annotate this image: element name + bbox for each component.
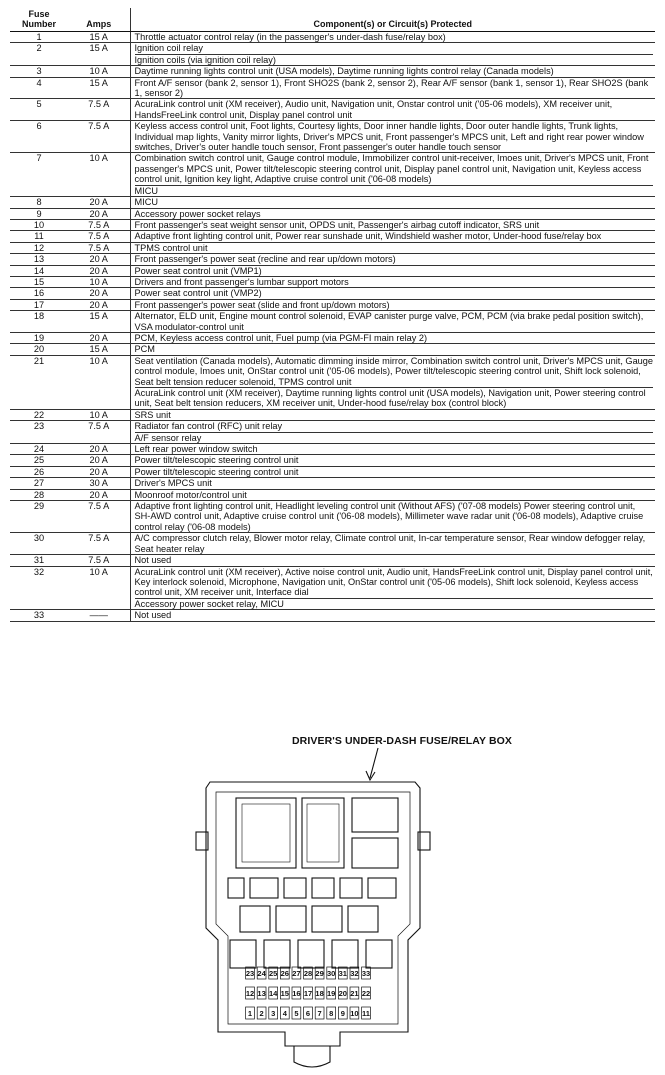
relay — [298, 940, 324, 968]
table-row — [10, 219, 655, 230]
table-row — [10, 455, 655, 466]
table-row — [10, 444, 655, 455]
fuse-number-cell: 20 — [10, 344, 68, 355]
table-row — [10, 332, 655, 343]
fuse-slot — [280, 967, 289, 979]
fuse-number-cell: 10 — [10, 219, 68, 230]
connector — [228, 878, 244, 898]
connector — [284, 878, 306, 898]
amps-cell: 20 A — [68, 265, 130, 276]
amps-cell: 15 A — [68, 344, 130, 355]
amps-cell: 10 A — [68, 153, 130, 197]
fuse-number-cell: 26 — [10, 466, 68, 477]
component-line: PCM — [134, 344, 155, 355]
fuse-slot-number: 6 — [305, 1009, 311, 1018]
relay — [352, 798, 398, 832]
fuse-slot-number: 11 — [362, 1009, 370, 1018]
table-row — [10, 99, 655, 121]
fuse-slot-number: 7 — [317, 1009, 322, 1018]
components-cell — [130, 276, 655, 287]
table-row — [10, 344, 655, 355]
amps-cell: 7.5 A — [68, 219, 130, 230]
fuse-slot-grid — [246, 967, 371, 1019]
components-cell — [130, 77, 655, 99]
fuse-slot-number: 8 — [329, 1009, 334, 1018]
fuse-slot-number: 32 — [350, 969, 359, 978]
component-line: Power tilt/telescopic steering control unit — [134, 455, 299, 466]
mount-hook — [294, 1046, 330, 1067]
fuse-number-header: Fuse Number — [10, 8, 68, 32]
table-row — [10, 478, 655, 489]
fuse-slot-number: 28 — [303, 969, 313, 978]
fuse-slot-number: 12 — [245, 989, 255, 998]
components-cell — [130, 610, 655, 621]
components-cell — [130, 355, 655, 409]
fuse-slot — [338, 1007, 347, 1019]
components-cell — [130, 254, 655, 265]
fuse-slot — [257, 1007, 266, 1019]
relay — [230, 940, 256, 968]
fuse-table — [10, 8, 655, 622]
amps-cell: 20 A — [68, 444, 130, 455]
amps-cell: 7.5 A — [68, 121, 130, 153]
components-cell — [130, 43, 655, 66]
amps-cell: 7.5 A — [68, 231, 130, 242]
fuse-slot-number: 10 — [350, 1009, 359, 1018]
amps-cell: 7.5 A — [68, 533, 130, 555]
amps-cell: 20 A — [68, 332, 130, 343]
fuse-number-cell: 33 — [10, 610, 68, 621]
amps-cell: 20 A — [68, 466, 130, 477]
amps-cell: 20 A — [68, 197, 130, 208]
fuse-number-cell: 5 — [10, 99, 68, 121]
fuse-number-cell: 19 — [10, 332, 68, 343]
table-row — [10, 555, 655, 566]
fuse-number-cell: 3 — [10, 66, 68, 77]
table-row — [10, 466, 655, 477]
fuse-slot-number: 3 — [271, 1009, 276, 1018]
components-cell — [130, 421, 655, 444]
component-line: Left rear power window switch — [134, 444, 258, 455]
fuse-slot-number: 2 — [259, 1009, 264, 1018]
fuse-number-cell: 29 — [10, 501, 68, 533]
fuse-box-outline — [206, 782, 420, 1046]
component-line: Alternator, ELD unit, Engine mount control solenoid, EVAP canister purge valve, PCM, PCM (via brake pedal position switch), VSA modulator-control unit — [134, 311, 644, 332]
fuse-slot-number: 13 — [257, 989, 266, 998]
fuse-slot-number: 18 — [315, 989, 324, 998]
fuse-slot-number: 31 — [338, 969, 347, 978]
fuse-slot-number: 27 — [292, 969, 301, 978]
table-row — [10, 208, 655, 219]
fuse-slot — [280, 987, 289, 999]
fuse-slot-number: 25 — [269, 969, 278, 978]
fuse-number-cell: 32 — [10, 566, 68, 610]
fuse-number-cell: 4 — [10, 77, 68, 99]
fuse-slot — [350, 967, 359, 979]
amps-cell: 10 A — [68, 355, 130, 409]
fuse-slot-number: 17 — [303, 989, 313, 998]
amps-cell: 20 A — [68, 254, 130, 265]
component-line: Combination switch control unit, Gauge control module, Immobilizer control unit-receiver, Imoes unit, Driver's MPCS unit, Front passenger's MPCS unit, Power tilt/telescopic steering control unit, Display panel control unit, Navigation unit, Keyless access control unit, Ignition key light, Adaptive cruise control unit ('06-08 models) — [134, 153, 649, 185]
relay — [366, 940, 392, 968]
fuse-slot-number: 33 — [361, 969, 371, 978]
fuse-box-diagram — [190, 740, 435, 1070]
components-cell — [130, 455, 655, 466]
components-cell — [130, 501, 655, 533]
fuse-slot — [304, 987, 313, 999]
fuse-slot-number: 20 — [338, 989, 347, 998]
components-header: Component(s) or Circuit(s) Protected — [130, 8, 655, 32]
component-line: Accessory power socket relays — [134, 208, 261, 219]
component-line: Power seat control unit (VMP2) — [134, 288, 262, 299]
fuse-slot-number: 26 — [280, 969, 289, 978]
component-line: Ignition coils (via ignition coil relay) — [135, 54, 654, 65]
components-cell — [130, 332, 655, 343]
fuse-number-cell: 12 — [10, 242, 68, 253]
fuse-slot — [304, 967, 313, 979]
components-cell — [130, 231, 655, 242]
fuse-number-cell: 18 — [10, 311, 68, 333]
fuse-number-cell: 13 — [10, 254, 68, 265]
table-row — [10, 254, 655, 265]
fuse-number-cell: 9 — [10, 208, 68, 219]
amps-cell: 7.5 A — [68, 242, 130, 253]
relay — [236, 798, 296, 868]
amps-cell: 30 A — [68, 478, 130, 489]
fuse-number-cell: 21 — [10, 355, 68, 409]
component-line: Keyless access control unit, Foot lights, Courtesy lights, Door inner handle lights, Door outer handle lights, Trunk lights, Individual map lights, Vanity mirror lights, Driver's MPCS unit, Front passenger's MPCS unit, Left and right rear power window switches, Driver's outer handle touch sensor, Front passenger's outer handle touch sensor — [134, 121, 644, 153]
fuse-number-cell: 6 — [10, 121, 68, 153]
fuse-slot — [315, 967, 324, 979]
amps-cell: 20 A — [68, 208, 130, 219]
table-row — [10, 77, 655, 99]
connector — [250, 878, 278, 898]
fuse-slot-number: 16 — [292, 989, 301, 998]
table-row — [10, 288, 655, 299]
connector — [340, 878, 362, 898]
amps-cell: 20 A — [68, 299, 130, 310]
fuse-box-caption: DRIVER'S UNDER-DASH FUSE/RELAY BOX — [292, 735, 513, 747]
fuse-slot-number: 5 — [294, 1009, 299, 1018]
fuse-slot-number: 23 — [245, 969, 255, 978]
component-line: Daytime running lights control unit (USA models), Daytime running lights control relay (Canada models) — [134, 66, 554, 77]
fuse-slot-number: 21 — [350, 989, 359, 998]
fuse-number-cell: 14 — [10, 265, 68, 276]
table-row — [10, 121, 655, 153]
fuse-slot-number: 29 — [315, 969, 324, 978]
fuse-slot — [269, 967, 278, 979]
components-cell — [130, 489, 655, 500]
fuse-slot — [327, 987, 336, 999]
fuse-slot-number: 4 — [282, 1009, 287, 1018]
component-line: AcuraLink control unit (XM receiver), Audio unit, Navigation unit, Onstar control unit ('05-06 models), XM receiver unit, HandsFreeLink control unit, Display panel control unit — [134, 99, 613, 120]
amps-cell: 7.5 A — [68, 421, 130, 444]
fuse-number-cell: 28 — [10, 489, 68, 500]
component-line: PCM, Keyless access control unit, Fuel pump (via PGM-FI main relay 2) — [134, 332, 428, 343]
fuse-slot-number: 1 — [247, 1009, 253, 1018]
fuse-table-body — [10, 32, 655, 622]
component-line: SRS unit — [134, 409, 171, 420]
components-cell — [130, 288, 655, 299]
table-row — [10, 355, 655, 409]
table-row — [10, 566, 655, 610]
component-line: AcuraLink control unit (XM receiver), Active noise control unit, Audio unit, HandsFreeLink control unit, Display panel control unit, Key interlock solenoid, Microphone, Navigation unit, OnStar control unit ('05-06 models), Shift lock solenoid, Keyless access control unit, XM receiver unit, Interface dial — [134, 566, 653, 598]
component-line: Front passenger's power seat (slide and front up/down motors) — [134, 299, 390, 310]
fuse-slot — [338, 987, 347, 999]
component-line: Front passenger's seat weight sensor unit, OPDS unit, Passenger's airbag cutoff indicator, SRS unit — [134, 219, 540, 230]
amps-cell: 10 A — [68, 66, 130, 77]
fuse-slot — [257, 967, 266, 979]
components-cell — [130, 153, 655, 197]
components-cell — [130, 197, 655, 208]
components-cell — [130, 466, 655, 477]
component-line: Drivers and front passenger's lumbar support motors — [134, 276, 349, 287]
fuse-slot — [246, 967, 255, 979]
table-row — [10, 421, 655, 444]
component-line: Not used — [134, 555, 172, 566]
fuse-slot — [327, 967, 336, 979]
amps-cell: 15 A — [68, 32, 130, 43]
fuse-number-cell: 17 — [10, 299, 68, 310]
component-line: Ignition coil relay — [134, 43, 203, 54]
components-cell — [130, 242, 655, 253]
component-line: Moonroof motor/control unit — [134, 489, 247, 500]
component-line: Seat ventilation (Canada models), Automatic dimming inside mirror, Combination switch control unit, Driver's MPCS unit, Gauge control module, Imoes unit, OnStar control unit ('05-06 models), Power tilt/telescopic steering control unit, Shift lock solenoid, Seat belt tension reducer solenoid, TPMS control unit — [134, 355, 654, 387]
table-row — [10, 153, 655, 197]
fuse-slot-number: 30 — [327, 969, 336, 978]
fuse-slot — [362, 1007, 371, 1019]
table-row — [10, 242, 655, 253]
fuse-number-cell: 22 — [10, 409, 68, 420]
components-cell — [130, 208, 655, 219]
fuse-slot-number: 14 — [269, 989, 278, 998]
table-row — [10, 533, 655, 555]
table-row — [10, 231, 655, 242]
relay — [240, 906, 270, 932]
fuse-slot — [269, 987, 278, 999]
relay — [276, 906, 306, 932]
component-line: Front passenger's power seat (recline and rear up/down motors) — [134, 254, 396, 265]
table-row — [10, 311, 655, 333]
fuse-number-cell: 24 — [10, 444, 68, 455]
connector — [312, 878, 334, 898]
fuse-number-cell: 7 — [10, 153, 68, 197]
fuse-slot — [362, 967, 371, 979]
amps-cell: 15 A — [68, 43, 130, 66]
fuse-slot — [350, 1007, 359, 1019]
fuse-slot — [350, 987, 359, 999]
fuse-number-cell: 8 — [10, 197, 68, 208]
fuse-slot — [269, 1007, 278, 1019]
fuse-slot — [292, 1007, 301, 1019]
fuse-number-cell: 1 — [10, 32, 68, 43]
fuse-slot-number: 24 — [257, 969, 266, 978]
relay — [352, 838, 398, 868]
relay — [332, 940, 358, 968]
table-row — [10, 276, 655, 287]
component-line: Power tilt/telescopic steering control unit — [134, 466, 299, 477]
amps-header: Amps — [68, 8, 130, 32]
fuse-slot — [338, 967, 347, 979]
components-cell — [130, 121, 655, 153]
fuse-number-cell: 30 — [10, 533, 68, 555]
table-row — [10, 265, 655, 276]
fuse-slot-number: 22 — [361, 989, 371, 998]
amps-cell: 20 A — [68, 288, 130, 299]
fuse-slot-number: 15 — [280, 989, 289, 998]
components-cell — [130, 311, 655, 333]
component-line: TPMS control unit — [134, 242, 208, 253]
amps-cell: —— — [68, 610, 130, 621]
components-cell — [130, 66, 655, 77]
table-row — [10, 299, 655, 310]
component-line: MICU — [135, 185, 654, 196]
amps-cell: 10 A — [68, 566, 130, 610]
components-cell — [130, 344, 655, 355]
components-cell — [130, 265, 655, 276]
fuse-slot — [315, 987, 324, 999]
component-line: Power seat control unit (VMP1) — [134, 265, 262, 276]
components-cell — [130, 299, 655, 310]
amps-cell: 15 A — [68, 311, 130, 333]
component-line: Accessory power socket relay, MICU — [135, 598, 654, 609]
component-line: Adaptive front lighting control unit, Power rear sunshade unit, Windshield washer motor, Under-hood fuse/relay box — [134, 231, 602, 242]
amps-cell: 7.5 A — [68, 501, 130, 533]
fuse-number-cell: 23 — [10, 421, 68, 444]
components-cell — [130, 566, 655, 610]
component-line: Front A/F sensor (bank 2, sensor 1), Front SHO2S (bank 2, sensor 2), Rear A/F sensor (bank 1, sensor 1), Rear SHO2S (bank 1, sensor 2) — [134, 77, 649, 99]
components-cell — [130, 478, 655, 489]
table-row — [10, 489, 655, 500]
fuse-slot — [246, 987, 255, 999]
relay — [302, 798, 344, 868]
amps-cell: 20 A — [68, 489, 130, 500]
amps-cell: 10 A — [68, 276, 130, 287]
fuse-slot — [246, 1007, 255, 1019]
fuse-slot — [257, 987, 266, 999]
amps-cell: 15 A — [68, 77, 130, 99]
fuse-number-cell: 27 — [10, 478, 68, 489]
fuse-slot — [362, 987, 371, 999]
fuse-slot — [280, 1007, 289, 1019]
component-line: Throttle actuator control relay (in the passenger's under-dash fuse/relay box) — [134, 32, 446, 42]
component-line: A/C compressor clutch relay, Blower motor relay, Climate control unit, In-car temperature sensor, Rear window defogger relay, Seat heater relay — [134, 533, 646, 554]
fuse-slot-number: 9 — [340, 1009, 345, 1018]
component-line: A/F sensor relay — [135, 432, 654, 443]
amps-cell: 10 A — [68, 409, 130, 420]
fuse-number-cell: 11 — [10, 231, 68, 242]
component-line: Adaptive front lighting control unit, Headlight leveling control unit (Without AFS) ('07-08 models) Power steering control unit, SH-AWD control unit, Adaptive cruise control unit ('06-08 models), Millimeter wave radar unit ('06-08 models), Adaptive cruise control relay ('06-08 models) — [134, 501, 644, 532]
components-cell — [130, 555, 655, 566]
fuse-slot — [292, 987, 301, 999]
amps-cell: 7.5 A — [68, 99, 130, 121]
components-cell — [130, 99, 655, 121]
components-cell — [130, 533, 655, 555]
table-row — [10, 66, 655, 77]
component-line: Not used — [134, 610, 172, 621]
component-line: AcuraLink control unit (XM receiver), Daytime running lights control unit (USA models), Navigation unit, Power steering control unit, Seat belt tension reducers, XM receiver unit, Under-hood fuse/relay box (control block) — [135, 387, 654, 409]
table-row — [10, 32, 655, 43]
fuse-slot — [315, 1007, 324, 1019]
table-row — [10, 197, 655, 208]
fuse-number-cell: 2 — [10, 43, 68, 66]
connector — [368, 878, 396, 898]
table-row — [10, 501, 655, 533]
fuse-slot — [304, 1007, 313, 1019]
table-row — [10, 43, 655, 66]
component-line: MICU — [134, 197, 158, 208]
fuse-number-cell: 16 — [10, 288, 68, 299]
relay — [348, 906, 378, 932]
component-line: Driver's MPCS unit — [134, 478, 212, 489]
component-line: Radiator fan control (RFC) unit relay — [134, 421, 283, 432]
table-header-row — [10, 8, 655, 32]
fuse-slot — [327, 1007, 336, 1019]
fuse-number-cell: 25 — [10, 455, 68, 466]
fuse-slot — [292, 967, 301, 979]
fuse-number-cell: 31 — [10, 555, 68, 566]
components-cell — [130, 409, 655, 420]
fuse-number-cell: 15 — [10, 276, 68, 287]
components-cell — [130, 32, 655, 43]
amps-cell: 7.5 A — [68, 555, 130, 566]
table-row — [10, 610, 655, 621]
fuse-slot-number: 19 — [327, 989, 336, 998]
amps-cell: 20 A — [68, 455, 130, 466]
components-cell — [130, 444, 655, 455]
table-row — [10, 409, 655, 420]
relay — [264, 940, 290, 968]
relay — [312, 906, 342, 932]
components-cell — [130, 219, 655, 230]
